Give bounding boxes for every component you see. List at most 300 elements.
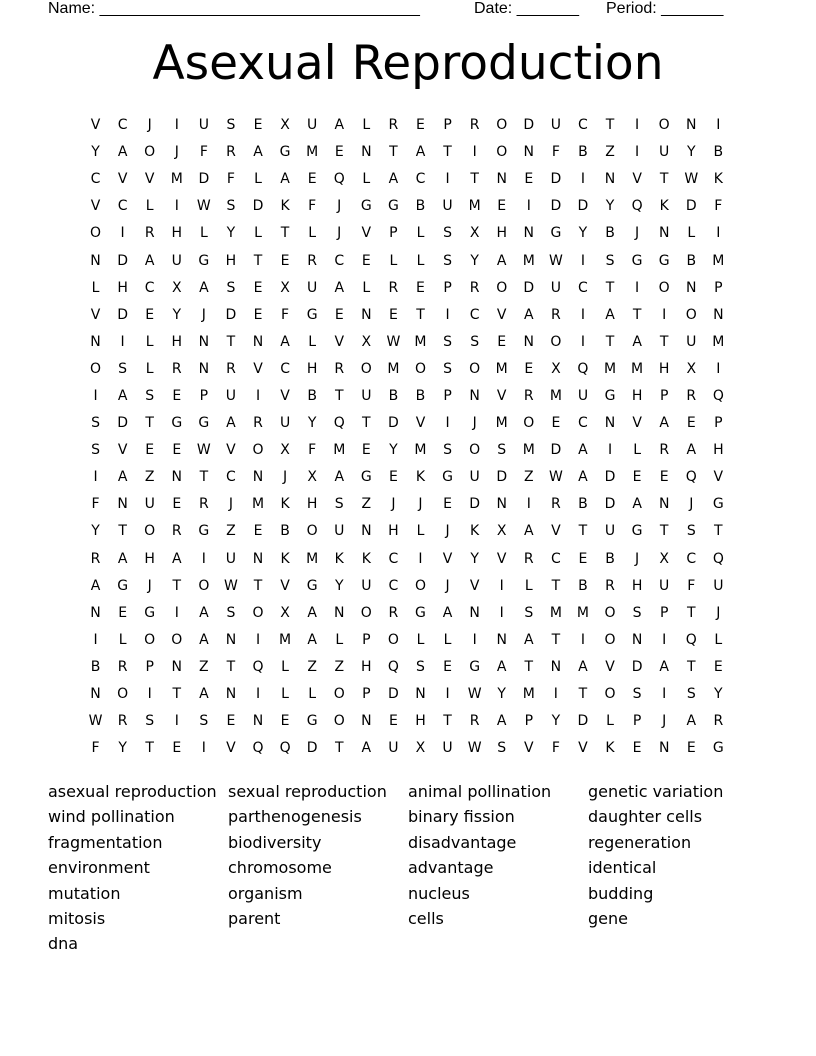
grid-letter[interactable]: M xyxy=(495,415,508,432)
grid-letter[interactable]: G xyxy=(631,523,643,540)
grid-letter[interactable]: W xyxy=(548,469,563,486)
grid-letter[interactable]: L xyxy=(633,442,641,459)
grid-letter[interactable]: L xyxy=(687,225,696,242)
grid-letter[interactable]: N xyxy=(631,631,643,648)
grid-letter[interactable]: Z xyxy=(334,658,345,675)
grid-letter[interactable]: I xyxy=(147,686,152,703)
grid-letter[interactable]: R xyxy=(469,117,480,134)
grid-letter[interactable]: V xyxy=(144,171,155,188)
grid-letter[interactable]: L xyxy=(281,658,289,675)
grid-letter[interactable]: N xyxy=(604,171,616,188)
grid-letter[interactable]: D xyxy=(388,686,399,703)
grid-letter[interactable]: T xyxy=(659,171,669,188)
grid-letter[interactable]: E xyxy=(524,360,534,377)
grid-letter[interactable]: M xyxy=(603,360,617,377)
grid-letter[interactable]: T xyxy=(659,333,669,350)
grid-letter[interactable]: U xyxy=(334,523,345,540)
grid-letter[interactable]: Q xyxy=(279,740,291,757)
grid-letter[interactable]: P xyxy=(714,279,723,296)
grid-letter[interactable]: O xyxy=(414,360,426,377)
grid-letter[interactable]: I xyxy=(201,740,206,757)
grid-letter[interactable]: A xyxy=(496,252,507,269)
grid-letter[interactable]: N xyxy=(713,306,724,323)
grid-letter[interactable]: I xyxy=(716,360,721,377)
grid-letter[interactable]: N xyxy=(171,658,183,675)
grid-letter[interactable]: O xyxy=(604,604,616,621)
grid-letter[interactable]: M xyxy=(414,333,427,350)
grid-letter[interactable]: V xyxy=(117,442,128,459)
grid-letter[interactable]: C xyxy=(415,171,426,188)
grid-letter[interactable]: E xyxy=(280,252,290,269)
grid-letter[interactable]: Q xyxy=(252,658,264,675)
grid-letter[interactable]: N xyxy=(496,171,507,188)
grid-letter[interactable]: G xyxy=(631,252,643,269)
grid-letter[interactable]: H xyxy=(631,577,643,594)
grid-letter[interactable]: V xyxy=(117,171,128,188)
grid-letter[interactable]: D xyxy=(306,740,318,757)
grid-letter[interactable]: D xyxy=(577,198,589,215)
grid-letter[interactable]: L xyxy=(118,631,127,648)
period-field[interactable]: Period: _______ xyxy=(606,0,724,17)
grid-letter[interactable]: R xyxy=(686,387,697,404)
grid-letter[interactable]: Q xyxy=(685,469,697,486)
grid-letter[interactable]: V xyxy=(524,740,534,757)
grid-letter[interactable]: C xyxy=(578,415,588,432)
grid-letter[interactable]: U xyxy=(442,198,453,215)
grid-letter[interactable]: L xyxy=(335,631,344,648)
grid-letter[interactable]: N xyxy=(334,604,345,621)
grid-letter[interactable]: P xyxy=(659,604,669,621)
grid-letter[interactable]: L xyxy=(362,117,371,134)
grid-letter[interactable]: I xyxy=(580,333,586,350)
grid-letter[interactable]: D xyxy=(550,198,562,215)
grid-letter[interactable]: P xyxy=(362,631,371,648)
grid-letter[interactable]: J xyxy=(201,306,206,323)
grid-letter[interactable]: O xyxy=(658,117,670,134)
grid-letter[interactable]: I xyxy=(635,144,640,161)
grid-letter[interactable]: T xyxy=(172,686,182,703)
grid-letter[interactable]: D xyxy=(225,306,237,323)
grid-letter[interactable]: H xyxy=(713,442,724,459)
grid-letter[interactable]: A xyxy=(659,415,669,432)
grid-letter[interactable]: G xyxy=(442,469,453,486)
grid-letter[interactable]: P xyxy=(714,415,723,432)
grid-letter[interactable]: T xyxy=(253,252,263,269)
grid-letter[interactable]: R xyxy=(226,360,236,377)
grid-letter[interactable]: M xyxy=(522,442,535,459)
grid-letter[interactable]: R xyxy=(90,550,101,567)
grid-letter[interactable]: A xyxy=(578,442,588,459)
grid-letter[interactable]: T xyxy=(199,469,209,486)
grid-letter[interactable]: L xyxy=(416,252,425,269)
grid-letter[interactable]: V xyxy=(253,360,263,377)
grid-letter[interactable]: C xyxy=(388,577,399,594)
grid-letter[interactable]: Y xyxy=(226,225,236,242)
grid-letter[interactable]: D xyxy=(469,496,481,513)
grid-letter[interactable]: O xyxy=(685,306,697,323)
grid-letter[interactable]: X xyxy=(659,550,669,567)
grid-letter[interactable]: A xyxy=(496,713,507,730)
grid-letter[interactable]: L xyxy=(416,523,425,540)
grid-letter[interactable]: D xyxy=(117,252,128,269)
grid-letter[interactable]: H xyxy=(306,496,318,513)
grid-letter[interactable]: G xyxy=(306,306,318,323)
grid-letter[interactable]: D xyxy=(631,658,643,675)
grid-letter[interactable]: T xyxy=(659,523,669,540)
grid-letter[interactable]: C xyxy=(578,279,588,296)
grid-letter[interactable]: E xyxy=(172,496,182,513)
grid-letter[interactable]: T xyxy=(226,333,236,350)
grid-letter[interactable]: Y xyxy=(714,686,723,703)
grid-letter[interactable]: U xyxy=(361,577,372,594)
grid-letter[interactable]: O xyxy=(333,686,345,703)
grid-letter[interactable]: E xyxy=(551,415,561,432)
grid-letter[interactable]: G xyxy=(658,252,670,269)
grid-letter[interactable]: G xyxy=(117,577,129,594)
grid-letter[interactable]: E xyxy=(443,496,452,513)
grid-letter[interactable]: O xyxy=(144,631,156,648)
grid-letter[interactable]: R xyxy=(117,658,128,675)
grid-letter[interactable]: N xyxy=(252,333,264,350)
grid-letter[interactable]: J xyxy=(228,496,233,513)
grid-letter[interactable]: I xyxy=(662,686,667,703)
grid-letter[interactable]: V xyxy=(551,523,561,540)
grid-letter[interactable]: E xyxy=(307,171,317,188)
grid-letter[interactable]: A xyxy=(307,631,317,648)
grid-letter[interactable]: Q xyxy=(333,171,345,188)
grid-letter[interactable]: Z xyxy=(361,496,372,513)
grid-letter[interactable]: N xyxy=(361,306,372,323)
grid-letter[interactable]: V xyxy=(226,740,236,757)
grid-letter[interactable]: A xyxy=(117,387,128,404)
grid-letter[interactable]: Z xyxy=(144,469,155,486)
grid-letter[interactable]: V xyxy=(415,415,426,432)
grid-letter[interactable]: Z xyxy=(199,658,209,675)
grid-letter[interactable]: J xyxy=(174,144,179,161)
grid-letter[interactable]: N xyxy=(198,333,210,350)
grid-letter[interactable]: C xyxy=(578,117,588,134)
grid-letter[interactable]: A xyxy=(280,171,290,188)
grid-letter[interactable]: B xyxy=(388,387,399,404)
grid-letter[interactable]: G xyxy=(469,658,481,675)
grid-letter[interactable]: C xyxy=(117,117,128,134)
grid-letter[interactable]: U xyxy=(550,117,561,134)
grid-letter[interactable]: Q xyxy=(252,740,264,757)
grid-letter[interactable]: R xyxy=(551,306,561,323)
grid-letter[interactable]: V xyxy=(578,740,588,757)
grid-letter[interactable]: T xyxy=(334,740,344,757)
grid-letter[interactable]: I xyxy=(120,225,125,242)
grid-letter[interactable]: R xyxy=(388,117,399,134)
grid-letter[interactable]: Y xyxy=(389,442,398,459)
grid-letter[interactable]: F xyxy=(551,144,560,161)
grid-letter[interactable]: K xyxy=(280,496,290,513)
grid-letter[interactable]: V xyxy=(632,171,642,188)
grid-letter[interactable]: V xyxy=(90,117,101,134)
grid-letter[interactable]: I xyxy=(580,252,586,269)
grid-letter[interactable]: O xyxy=(171,631,183,648)
grid-letter[interactable]: A xyxy=(144,252,155,269)
grid-letter[interactable]: I xyxy=(607,442,613,459)
grid-letter[interactable]: C xyxy=(334,252,345,269)
grid-letter[interactable]: E xyxy=(388,713,398,730)
grid-letter[interactable]: U xyxy=(659,577,670,594)
grid-letter[interactable]: P xyxy=(443,279,452,296)
grid-letter[interactable]: Y xyxy=(497,686,506,703)
grid-letter[interactable]: R xyxy=(253,415,263,432)
grid-letter[interactable]: T xyxy=(551,577,561,594)
grid-letter[interactable]: U xyxy=(388,740,399,757)
grid-letter[interactable]: O xyxy=(198,577,210,594)
grid-letter[interactable]: I xyxy=(93,469,98,486)
grid-letter[interactable]: M xyxy=(333,442,346,459)
grid-letter[interactable]: A xyxy=(632,496,642,513)
grid-letter[interactable]: U xyxy=(686,333,697,350)
grid-letter[interactable]: V xyxy=(496,306,507,323)
grid-letter[interactable]: I xyxy=(472,631,477,648)
grid-letter[interactable]: S xyxy=(118,360,128,377)
grid-letter[interactable]: S xyxy=(470,333,480,350)
name-field[interactable]: Name: ____________________________________ xyxy=(48,0,420,17)
grid-letter[interactable]: S xyxy=(226,117,236,134)
grid-letter[interactable]: Y xyxy=(605,198,615,215)
grid-letter[interactable]: L xyxy=(524,577,533,594)
grid-letter[interactable]: O xyxy=(252,604,264,621)
grid-letter[interactable]: I xyxy=(255,387,261,404)
grid-letter[interactable]: S xyxy=(199,713,209,730)
grid-letter[interactable]: S xyxy=(686,686,696,703)
grid-letter[interactable]: T xyxy=(362,415,371,432)
grid-letter[interactable]: I xyxy=(255,686,261,703)
grid-letter[interactable]: N xyxy=(658,225,670,242)
grid-letter[interactable]: A xyxy=(117,550,128,567)
grid-letter[interactable]: H xyxy=(171,225,183,242)
grid-letter[interactable]: E xyxy=(497,198,507,215)
grid-letter[interactable]: T xyxy=(578,523,588,540)
grid-letter[interactable]: V xyxy=(226,442,236,459)
grid-letter[interactable]: J xyxy=(635,550,640,567)
grid-letter[interactable]: N xyxy=(171,469,183,486)
grid-letter[interactable]: S xyxy=(145,713,155,730)
grid-letter[interactable]: E xyxy=(253,306,263,323)
grid-letter[interactable]: L xyxy=(145,360,154,377)
grid-letter[interactable]: K xyxy=(334,550,344,567)
grid-letter[interactable]: E xyxy=(632,740,642,757)
grid-letter[interactable]: U xyxy=(469,469,480,486)
grid-letter[interactable]: Q xyxy=(577,360,589,377)
grid-letter[interactable]: D xyxy=(252,198,264,215)
grid-letter[interactable]: V xyxy=(90,306,101,323)
grid-letter[interactable]: S xyxy=(443,225,452,242)
grid-letter[interactable]: A xyxy=(117,144,128,161)
grid-letter[interactable]: N xyxy=(658,496,670,513)
grid-letter[interactable]: I xyxy=(499,604,504,621)
grid-letter[interactable]: L xyxy=(308,225,317,242)
grid-letter[interactable]: V xyxy=(280,387,290,404)
grid-letter[interactable]: T xyxy=(714,523,723,540)
grid-letter[interactable]: A xyxy=(605,306,615,323)
grid-letter[interactable]: K xyxy=(415,469,426,486)
grid-letter[interactable]: O xyxy=(523,415,535,432)
grid-letter[interactable]: H xyxy=(225,252,237,269)
grid-letter[interactable]: O xyxy=(604,631,616,648)
grid-letter[interactable]: S xyxy=(524,604,534,621)
grid-letter[interactable]: S xyxy=(443,333,452,350)
grid-letter[interactable]: E xyxy=(253,523,263,540)
grid-letter[interactable]: U xyxy=(225,387,237,404)
grid-letter[interactable]: G xyxy=(415,604,426,621)
grid-letter[interactable]: N xyxy=(415,686,426,703)
grid-letter[interactable]: T xyxy=(605,333,615,350)
grid-letter[interactable]: H xyxy=(496,225,507,242)
grid-letter[interactable]: I xyxy=(635,279,640,296)
grid-letter[interactable]: A xyxy=(524,306,534,323)
grid-letter[interactable]: A xyxy=(307,604,317,621)
grid-letter[interactable]: N xyxy=(252,469,264,486)
grid-letter[interactable]: R xyxy=(226,144,236,161)
grid-letter[interactable]: N xyxy=(604,415,616,432)
grid-letter[interactable]: H xyxy=(117,279,128,296)
grid-letter[interactable]: G xyxy=(198,415,210,432)
grid-letter[interactable]: D xyxy=(117,415,128,432)
grid-letter[interactable]: J xyxy=(337,198,342,215)
grid-letter[interactable]: R xyxy=(171,523,182,540)
grid-letter[interactable]: F xyxy=(91,740,100,757)
grid-letter[interactable]: A xyxy=(578,469,588,486)
grid-letter[interactable]: V xyxy=(496,550,507,567)
grid-letter[interactable]: C xyxy=(469,306,480,323)
grid-letter[interactable]: H xyxy=(171,333,183,350)
grid-letter[interactable]: R xyxy=(659,442,670,459)
grid-letter[interactable]: K xyxy=(605,740,615,757)
grid-letter[interactable]: V xyxy=(334,333,345,350)
grid-letter[interactable]: X xyxy=(280,279,290,296)
grid-letter[interactable]: U xyxy=(442,740,453,757)
grid-letter[interactable]: W xyxy=(386,333,401,350)
grid-letter[interactable]: E xyxy=(253,279,263,296)
grid-letter[interactable]: B xyxy=(578,577,588,594)
grid-letter[interactable]: O xyxy=(550,333,562,350)
grid-letter[interactable]: H xyxy=(306,360,318,377)
grid-letter[interactable]: J xyxy=(689,496,694,513)
grid-letter[interactable]: G xyxy=(306,577,318,594)
grid-letter[interactable]: T xyxy=(253,577,263,594)
grid-letter[interactable]: R xyxy=(388,279,399,296)
grid-letter[interactable]: N xyxy=(686,117,697,134)
grid-letter[interactable]: S xyxy=(497,740,507,757)
grid-letter[interactable]: M xyxy=(387,360,400,377)
grid-letter[interactable]: N xyxy=(252,713,264,730)
grid-letter[interactable]: V xyxy=(90,198,101,215)
grid-letter[interactable]: I xyxy=(93,631,98,648)
grid-letter[interactable]: L xyxy=(389,252,398,269)
grid-letter[interactable]: P xyxy=(145,658,154,675)
grid-letter[interactable]: N xyxy=(496,496,507,513)
grid-letter[interactable]: S xyxy=(416,658,425,675)
grid-letter[interactable]: R xyxy=(469,279,480,296)
grid-letter[interactable]: L xyxy=(145,333,154,350)
grid-letter[interactable]: S xyxy=(91,442,100,459)
grid-letter[interactable]: L xyxy=(416,631,425,648)
grid-letter[interactable]: N xyxy=(117,496,128,513)
grid-letter[interactable]: B xyxy=(280,523,290,540)
grid-letter[interactable]: D xyxy=(523,279,535,296)
grid-letter[interactable]: E xyxy=(334,306,344,323)
grid-letter[interactable]: T xyxy=(632,306,642,323)
grid-letter[interactable]: S xyxy=(226,198,236,215)
grid-letter[interactable]: N xyxy=(90,604,101,621)
grid-letter[interactable]: I xyxy=(445,171,450,188)
grid-letter[interactable]: O xyxy=(144,144,156,161)
grid-letter[interactable]: M xyxy=(712,252,725,269)
grid-letter[interactable]: Z xyxy=(307,658,317,675)
grid-letter[interactable]: E xyxy=(416,279,425,296)
grid-letter[interactable]: W xyxy=(88,713,103,730)
grid-letter[interactable]: T xyxy=(470,171,479,188)
grid-letter[interactable]: T xyxy=(118,523,127,540)
grid-letter[interactable]: N xyxy=(225,631,237,648)
grid-letter[interactable]: S xyxy=(334,496,344,513)
grid-letter[interactable]: W xyxy=(684,171,699,188)
grid-letter[interactable]: A xyxy=(388,171,399,188)
grid-letter[interactable]: Q xyxy=(712,387,724,404)
grid-letter[interactable]: N xyxy=(523,333,535,350)
grid-letter[interactable]: M xyxy=(522,686,535,703)
grid-letter[interactable]: C xyxy=(550,550,561,567)
grid-letter[interactable]: E xyxy=(686,415,696,432)
grid-letter[interactable]: U xyxy=(307,117,318,134)
grid-letter[interactable]: X xyxy=(307,469,317,486)
grid-letter[interactable]: S xyxy=(226,279,236,296)
grid-letter[interactable]: U xyxy=(171,252,182,269)
grid-letter[interactable]: M xyxy=(631,360,644,377)
grid-letter[interactable]: T xyxy=(416,306,425,323)
grid-letter[interactable]: A xyxy=(334,279,345,296)
grid-letter[interactable]: E xyxy=(226,713,236,730)
grid-letter[interactable]: O xyxy=(117,686,129,703)
grid-letter[interactable]: R xyxy=(523,387,534,404)
grid-letter[interactable]: O xyxy=(360,604,372,621)
grid-letter[interactable]: F xyxy=(714,198,723,215)
grid-letter[interactable]: L xyxy=(362,279,371,296)
grid-letter[interactable]: L xyxy=(362,171,371,188)
grid-letter[interactable]: S xyxy=(91,415,100,432)
grid-letter[interactable]: A xyxy=(686,713,697,730)
grid-letter[interactable]: S xyxy=(632,686,642,703)
grid-letter[interactable]: M xyxy=(306,144,319,161)
grid-letter[interactable]: Y xyxy=(686,144,696,161)
grid-letter[interactable]: U xyxy=(713,577,724,594)
grid-letter[interactable]: U xyxy=(550,279,561,296)
grid-letter[interactable]: M xyxy=(306,550,319,567)
grid-letter[interactable]: N xyxy=(90,333,101,350)
grid-letter[interactable]: J xyxy=(391,496,396,513)
grid-letter[interactable]: L xyxy=(254,171,262,188)
grid-letter[interactable]: X xyxy=(280,604,290,621)
grid-letter[interactable]: F xyxy=(551,740,560,757)
grid-letter[interactable]: I xyxy=(553,686,558,703)
grid-letter[interactable]: G xyxy=(306,713,318,730)
grid-letter[interactable]: J xyxy=(445,523,450,540)
grid-letter[interactable]: I xyxy=(526,496,531,513)
grid-letter[interactable]: R xyxy=(117,713,128,730)
grid-letter[interactable]: C xyxy=(226,469,236,486)
grid-letter[interactable]: A xyxy=(280,333,290,350)
grid-letter[interactable]: M xyxy=(495,360,508,377)
grid-letter[interactable]: N xyxy=(361,523,372,540)
grid-letter[interactable]: E xyxy=(713,658,723,675)
grid-letter[interactable]: W xyxy=(548,252,563,269)
